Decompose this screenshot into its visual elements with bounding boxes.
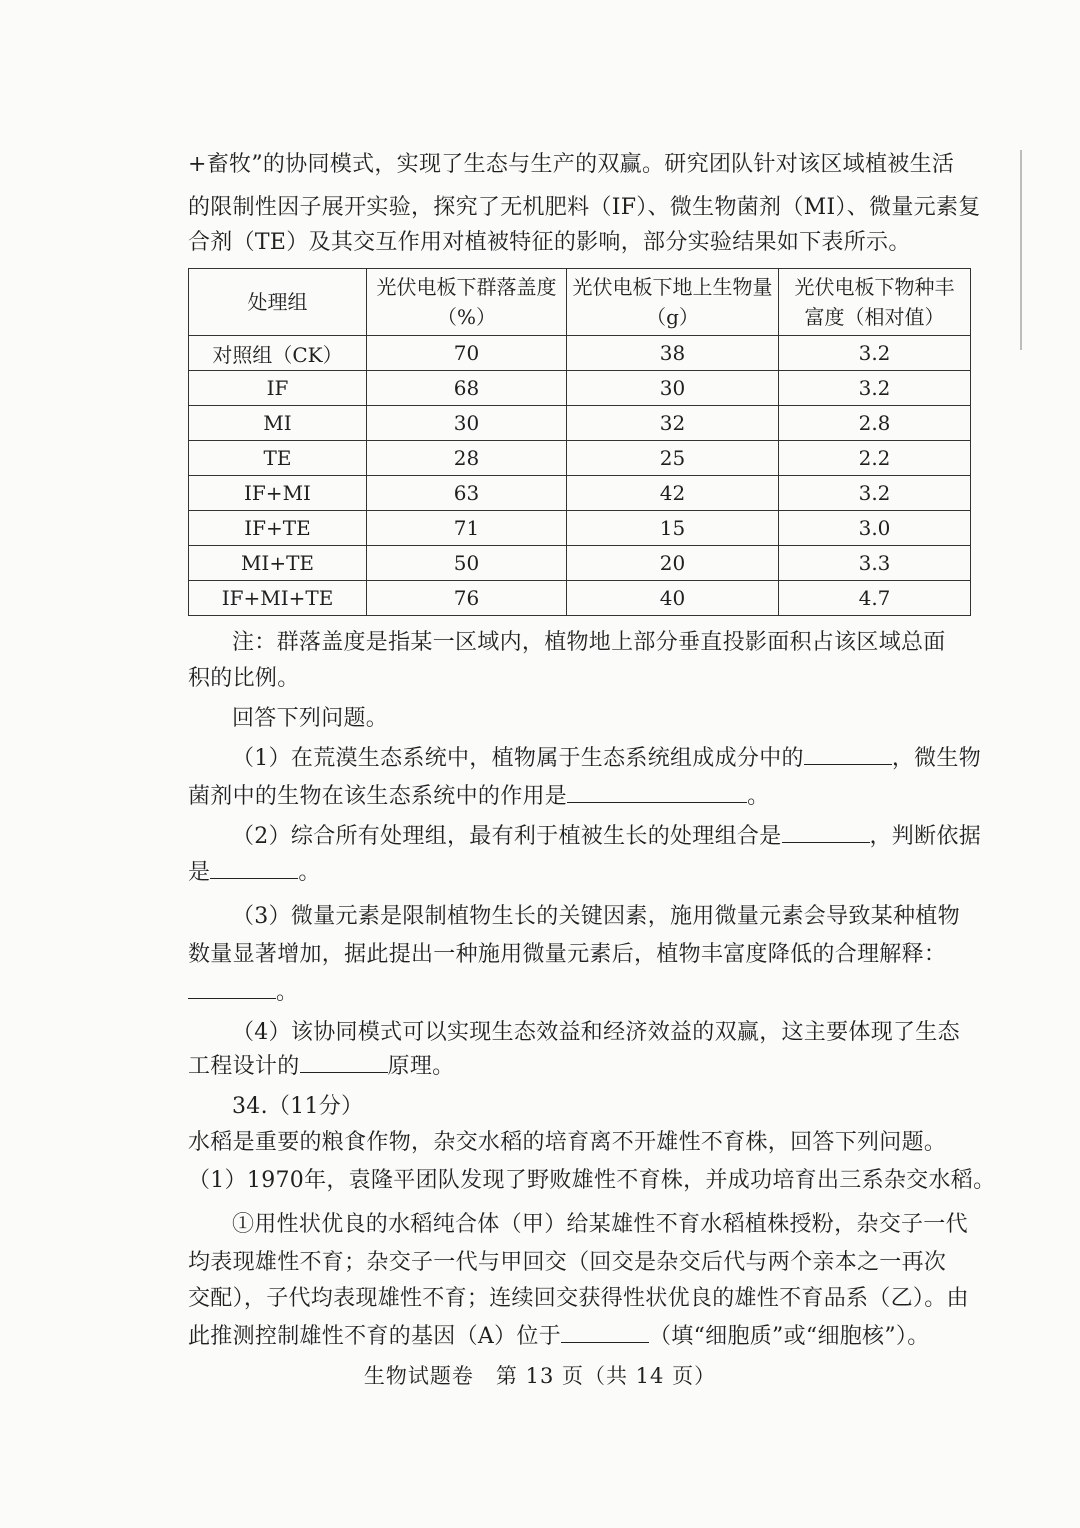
answer-blank[interactable] (804, 742, 892, 765)
table-cell: IF (189, 371, 367, 406)
page-footer: 生物试题卷 第 13 页（共 14 页） (363, 1364, 717, 1388)
table-row (189, 511, 971, 546)
q34-intro: 水稻是重要的粮食作物，杂交水稻的培育离不开雄性不育株，回答下列问题。 (188, 1130, 947, 1155)
table-cell: IF+MI+TE (189, 581, 367, 616)
q2-line-1: （2）综合所有处理组，最有利于植被生长的处理组合是 ，判断依据 (232, 820, 978, 854)
table-cell: 70 (367, 336, 567, 371)
q4-line-1: （4）该协同模式可以实现生态效益和经济效益的双赢，这主要体现了生态 (232, 1020, 960, 1045)
q2-line-2: 是 。 (188, 856, 978, 890)
table-cell: 3.0 (779, 511, 971, 546)
table-cell: 76 (367, 581, 567, 616)
note-line-1: 注：群落盖度是指某一区域内，植物地上部分垂直投影面积占该区域总面 (232, 630, 946, 655)
q34-part1: （1）1970年，袁隆平团队发现了野败雄性不育株，并成功培育出三系杂交水稻。 (188, 1168, 996, 1193)
table-cell: MI+TE (189, 546, 367, 581)
table-cell: 63 (367, 476, 567, 511)
answer-blank[interactable] (561, 1320, 649, 1343)
table-cell: 对照组（CK） (189, 336, 367, 371)
table-cell: 50 (367, 546, 567, 581)
table-cell: 3.2 (779, 476, 971, 511)
q1-line-1: （1）在荒漠生态系统中，植物属于生态系统组成成分中的 ，微生物 (232, 742, 978, 776)
table-row (189, 476, 971, 511)
intro-line-3: 合剂（TE）及其交互作用对植被特征的影响，部分实验结果如下表所示。 (188, 230, 911, 255)
table-cell: IF+MI (189, 476, 367, 511)
answer-prompt: 回答下列问题。 (232, 706, 389, 731)
table-cell: 68 (367, 371, 567, 406)
answer-blank[interactable] (567, 780, 747, 803)
table-cell: 32 (567, 406, 779, 441)
table-cell: 20 (567, 546, 779, 581)
header-richness: 光伏电板下物种丰 富度（相对值） (779, 269, 971, 336)
answer-blank[interactable] (210, 856, 298, 879)
intro-line-1: +畜牧”的协同模式，实现了生态与生产的双赢。研究团队针对该区域植被生活 (188, 152, 955, 177)
q34-sub-line-4: 此推测控制雄性不育的基因（A）位于 （填“细胞质”或“细胞核”）。 (188, 1320, 978, 1354)
table-cell: 3.2 (779, 336, 971, 371)
note-line-2: 积的比例。 (188, 666, 300, 691)
q34-sub-line-2: 均表现雄性不育；杂交子一代与甲回交（回交是杂交后代与两个亲本之一再次 (188, 1250, 947, 1275)
table-row (189, 441, 971, 476)
table-cell: 25 (567, 441, 779, 476)
table-row (189, 336, 971, 371)
table-row (189, 406, 971, 441)
table-cell: 28 (367, 441, 567, 476)
header-coverage: 光伏电板下群落盖度 （%） (367, 269, 567, 336)
table-cell: MI (189, 406, 367, 441)
q34-title: 34.（11分） (232, 1094, 364, 1119)
table-cell: 15 (567, 511, 779, 546)
table-cell: 30 (567, 371, 779, 406)
margin-rule (1020, 150, 1022, 350)
table-row (189, 581, 971, 616)
q3-line-3: 。 (188, 976, 978, 1010)
q4-line-2: 工程设计的 原理。 (188, 1050, 978, 1084)
table-cell: IF+TE (189, 511, 367, 546)
header-biomass: 光伏电板下地上生物量 （g） (567, 269, 779, 336)
table-cell: 40 (567, 581, 779, 616)
table-cell: 3.3 (779, 546, 971, 581)
table-cell: 71 (367, 511, 567, 546)
results-table (188, 268, 971, 616)
q3-line-2: 数量显著增加，据此提出一种施用微量元素后，植物丰富度降低的合理解释： (188, 942, 947, 967)
intro-line-2: 的限制性因子展开实验，探究了无机肥料（IF）、微生物菌剂（MI）、微量元素复 (188, 195, 981, 220)
answer-blank[interactable] (782, 820, 870, 843)
table-cell: 30 (367, 406, 567, 441)
table-cell: 38 (567, 336, 779, 371)
table-cell: 2.2 (779, 441, 971, 476)
table-cell: 4.7 (779, 581, 971, 616)
header-group: 处理组 (189, 269, 367, 336)
table-cell: 42 (567, 476, 779, 511)
answer-blank[interactable] (300, 1050, 388, 1073)
table-row (189, 546, 971, 581)
table-header-row (189, 269, 971, 336)
q34-sub-line-3: 交配），子代均表现雄性不育；连续回交获得性状优良的雄性不育品系（乙）。由 (188, 1286, 969, 1311)
table-cell: TE (189, 441, 367, 476)
table-row (189, 371, 971, 406)
table-cell: 2.8 (779, 406, 971, 441)
q34-sub-line-1: ①用性状优良的水稻纯合体（甲）给某雄性不育水稻植株授粉，杂交子一代 (232, 1212, 968, 1237)
q3-line-1: （3）微量元素是限制植物生长的关键因素，施用微量元素会导致某种植物 (232, 904, 960, 929)
q1-line-2: 菌剂中的生物在该生态系统中的作用是 。 (188, 780, 978, 814)
table-cell: 3.2 (779, 371, 971, 406)
answer-blank[interactable] (188, 976, 276, 999)
